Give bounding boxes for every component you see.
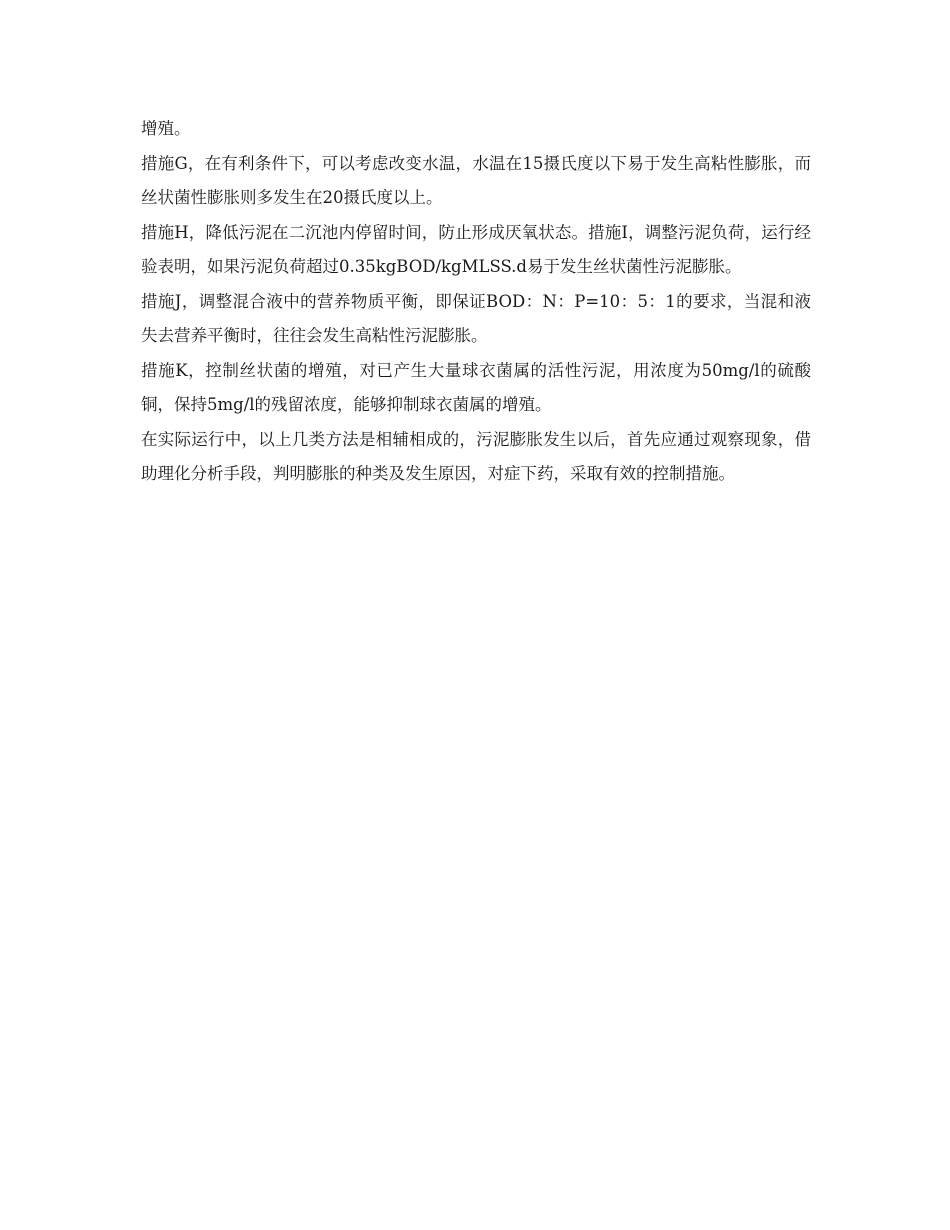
paragraph-continuation: 增殖。 xyxy=(141,119,191,138)
paragraph-conclusion: 在实际运行中，以上几类方法是相辅相成的，污泥膨胀发生以后，首先应通过观察现象，借助理化分析手段，判明膨胀的种类及发生原因，对症下药，采取有效的控制措施。 xyxy=(141,429,811,483)
paragraph-measure-j: 措施J，调整混合液中的营养物质平衡，即保证BOD：N：P=10：5：1的要求，当混和液失去营养平衡时，往往会发生高粘性污泥膨胀。 xyxy=(141,291,811,345)
paragraph-measure-g: 措施G，在有利条件下，可以考虑改变水温，水温在15摄氏度以下易于发生高粘性膨胀，而丝状菌性膨胀则多发生在20摄氏度以上。 xyxy=(141,153,811,207)
document-body xyxy=(141,112,811,492)
paragraph-measure-k: 措施K，控制丝状菌的增殖，对已产生大量球衣菌属的活性污泥，用浓度为50mg/l的硫酸铜，保持5mg/l的残留浓度，能够抑制球衣菌属的增殖。 xyxy=(141,360,811,414)
paragraph-measure-h-i: 措施H，降低污泥在二沉池内停留时间，防止形成厌氧状态。措施I，调整污泥负荷，运行经验表明，如果污泥负荷超过0.35kgBOD/kgMLSS.d易于发生丝状菌性污泥膨胀。 xyxy=(141,222,811,276)
